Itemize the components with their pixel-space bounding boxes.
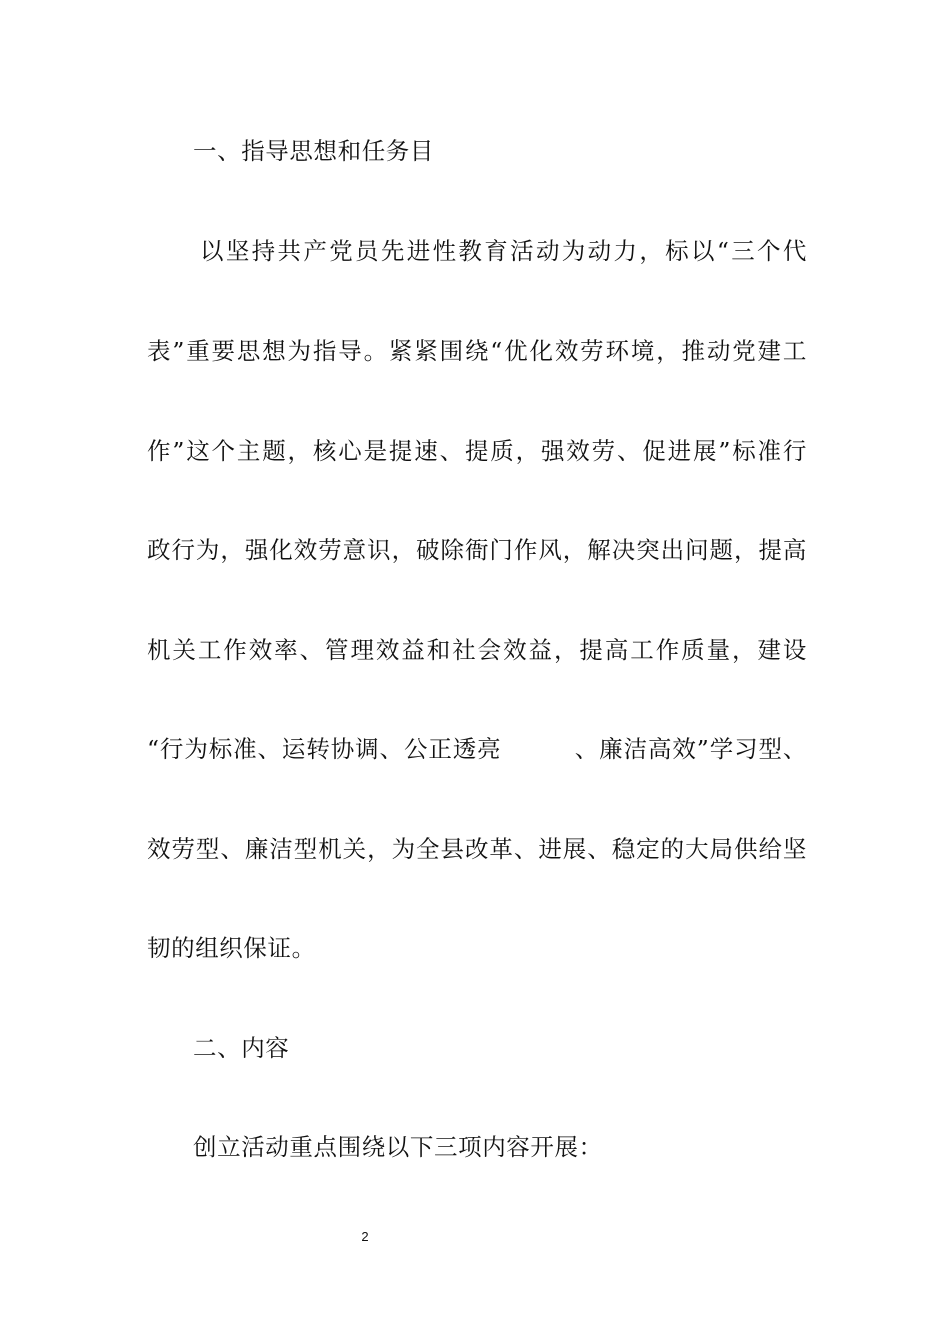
paragraph-line-7: 效劳型、廉洁型机关，为全县改革、进展、稳定的大局供给坚: [147, 835, 807, 863]
page-number: 2: [361, 1229, 369, 1244]
paragraph-line-2: 表”重要思想为指导。紧紧围绕“优化效劳环境，推动党建工: [147, 337, 807, 365]
paragraph-line-5: 机关工作效率、管理效益和社会效益，提高工作质量，建设: [147, 636, 807, 664]
paragraph-line-4: 政行为，强化效劳意识，破除衙门作风，解决突出问题，提高: [147, 536, 807, 564]
paragraph-line-6: “行为标准、运转协调、公正透亮 、廉洁高效”学习型、: [147, 735, 807, 763]
section-2-paragraph: 创立活动重点围绕以下三项内容开展：: [193, 1133, 603, 1161]
paragraph-line-1: 以坚持共产党员先进性教育活动为动力，标以“三个代: [200, 237, 807, 265]
section-heading-1: 一、指导思想和任务目: [193, 137, 434, 165]
paragraph-line-3: 作”这个主题，核心是提速、提质，强效劳、促进展”标准行: [147, 437, 807, 465]
section-heading-2: 二、内容: [193, 1034, 290, 1062]
paragraph-line-8: 韧的组织保证。: [147, 934, 316, 962]
